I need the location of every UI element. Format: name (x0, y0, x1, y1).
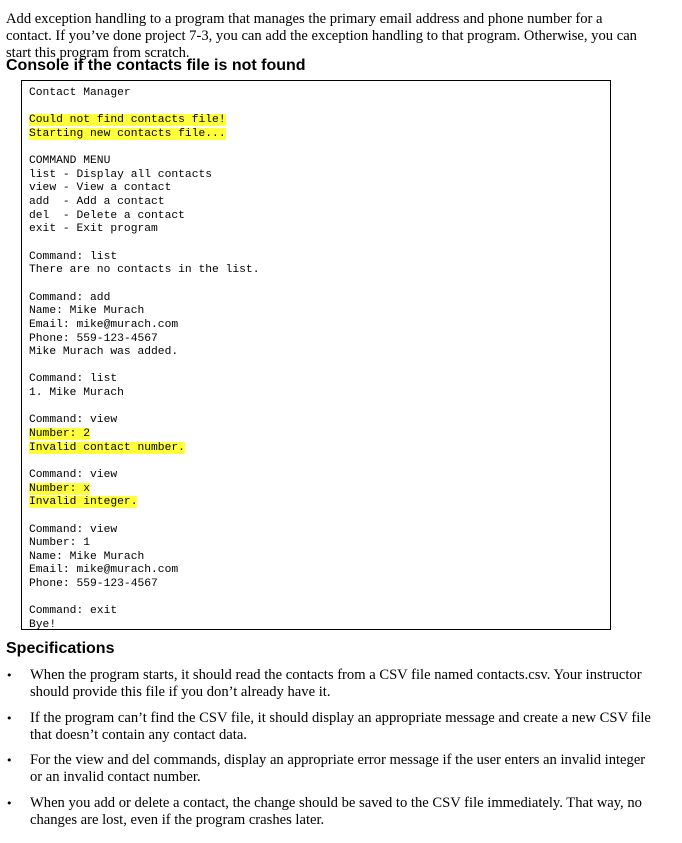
console-text: Command: view (29, 414, 118, 427)
console-line (29, 442, 603, 456)
highlighted-console-text: Starting new contacts file... (29, 127, 226, 140)
console-line (29, 101, 603, 115)
console-text: Bye! (29, 618, 57, 631)
console-line (29, 169, 603, 183)
console-line (29, 333, 603, 347)
console-text: Name: Mike Murach (29, 305, 145, 318)
console-line (29, 455, 603, 469)
console-line (29, 414, 603, 428)
console-line (29, 128, 603, 142)
console-heading: Console if the contacts file is not found (6, 57, 306, 74)
bullet-icon: • (6, 669, 13, 682)
console-output-box (21, 80, 611, 630)
specifications-heading: Specifications (6, 640, 115, 657)
spec-item (0, 795, 660, 829)
console-line (29, 210, 603, 224)
console-line (29, 114, 603, 128)
console-text: Command: list (29, 250, 118, 263)
spec-item (0, 667, 660, 701)
spec-item-text: If the program can’t find the CSV file, it should display an appropriate message and create a new CSV file that doesn’t contain any contact data. (30, 709, 651, 743)
console-text: del - Delete a contact (29, 209, 185, 222)
specifications-list (0, 667, 660, 838)
console-text: Phone: 559-123-4567 (29, 578, 158, 591)
bullet-icon: • (6, 711, 13, 725)
console-line (29, 551, 603, 565)
console-text: Command: exit (29, 605, 118, 618)
console-text: Contact Manager (29, 87, 131, 99)
console-text: Command: list (29, 373, 118, 386)
console-line (29, 319, 603, 333)
console-line (29, 292, 603, 306)
console-text: Command: view (29, 523, 118, 536)
console-line (29, 428, 603, 442)
console-line (29, 387, 603, 401)
console-text: Command: add (29, 291, 111, 304)
console-text: COMMAND MENU (29, 155, 111, 168)
console-line (29, 182, 603, 196)
bullet-icon: • (6, 797, 13, 811)
console-text: 1. Mike Murach (29, 387, 124, 400)
console-line (29, 496, 603, 510)
highlighted-console-text: Number: x (29, 482, 91, 495)
spec-item-text: When the program starts, it should read the contacts from a CSV file named contacts.csv. Your instructor should provide this file if you don’t already have it. (30, 667, 642, 700)
console-line (29, 237, 603, 251)
console-line (29, 305, 603, 319)
console-line (29, 510, 603, 524)
console-line (29, 578, 603, 592)
console-line (29, 360, 603, 374)
console-line (29, 223, 603, 237)
console-line (29, 537, 603, 551)
console-text: add - Add a contact (29, 196, 165, 209)
console-line (29, 592, 603, 606)
spec-item (0, 752, 660, 786)
console-line (29, 278, 603, 292)
console-text: Email: mike@murach.com (29, 564, 179, 577)
spec-item (0, 710, 660, 744)
spec-item-text: When you add or delete a contact, the change should be saved to the CSV file immediately. That way, no changes are lost, even if the program crashes later. (30, 795, 642, 829)
console-line (29, 483, 603, 497)
console-line (29, 264, 603, 278)
console-text: Phone: 559-123-4567 (29, 332, 158, 345)
console-line (29, 373, 603, 387)
console-line (29, 251, 603, 265)
console-line (29, 87, 603, 101)
console-line (29, 619, 603, 633)
console-line (29, 196, 603, 210)
console-line (29, 142, 603, 156)
console-text: list - Display all contacts (29, 168, 213, 181)
console-text: view - View a contact (29, 182, 172, 195)
console-line (29, 524, 603, 538)
console-text: Command: view (29, 468, 118, 481)
highlighted-console-text: Number: 2 (29, 428, 91, 441)
console-line (29, 401, 603, 415)
console-line (29, 564, 603, 578)
bullet-icon: • (6, 754, 13, 768)
console-text: Email: mike@murach.com (29, 318, 179, 331)
highlighted-console-text: Invalid contact number. (29, 441, 185, 454)
console-text: exit - Exit program (29, 223, 158, 236)
console-line (29, 469, 603, 483)
console-line (29, 346, 603, 360)
intro-paragraph: Add exception handling to a program that manages the primary email address and phone number for a contact. If you’ve done project 7-3, you can add the exception handling to that program. Otherwise, you can start this program from scratch. (6, 10, 637, 61)
highlighted-console-text: Invalid integer. (29, 496, 138, 509)
console-line (29, 155, 603, 169)
console-line (29, 605, 603, 619)
spec-item-text: For the view and del commands, display an appropriate error message if the user enters an invalid integer or an invalid contact number. (30, 752, 646, 786)
console-text: There are no contacts in the list. (29, 264, 260, 277)
highlighted-console-text: Could not find contacts file! (29, 114, 226, 127)
console-text: Number: 1 (29, 537, 91, 550)
console-text: Mike Murach was added. (29, 346, 179, 359)
console-text: Name: Mike Murach (29, 550, 145, 563)
